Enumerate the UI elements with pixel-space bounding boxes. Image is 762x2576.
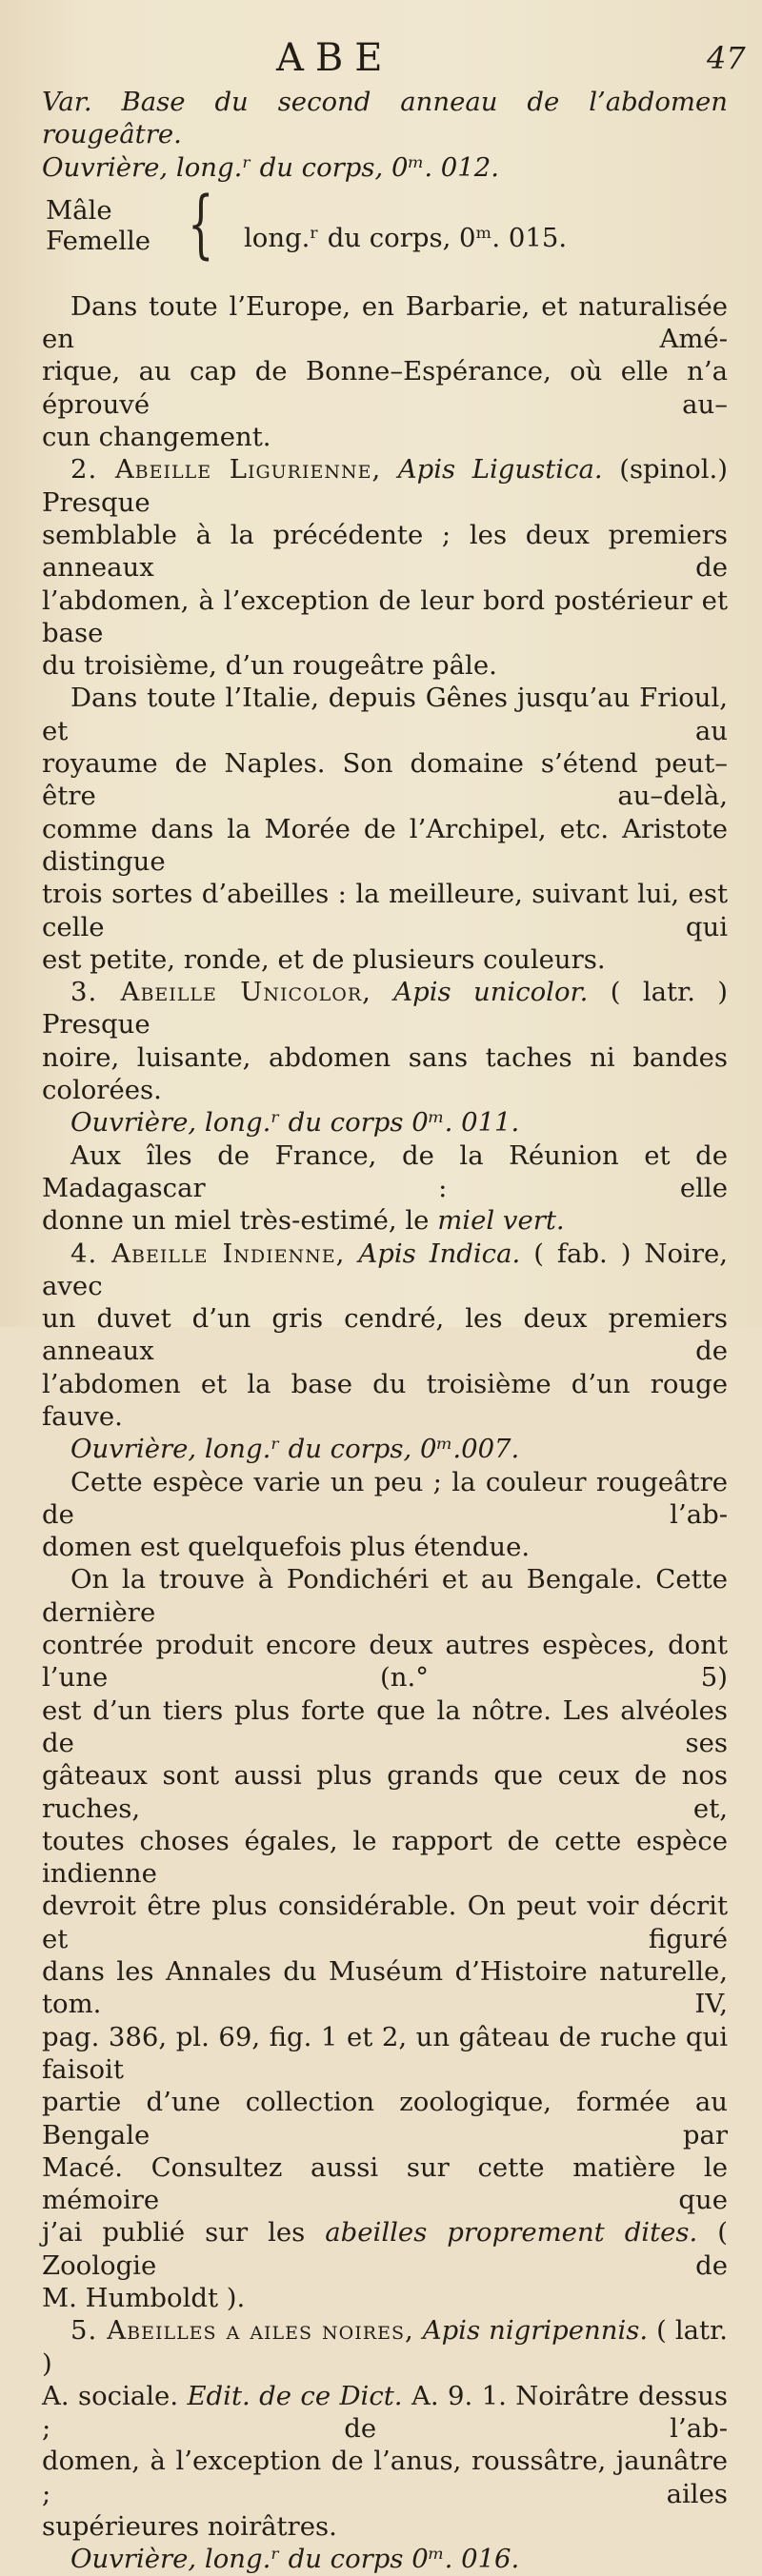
paragraph-distribution-3: Aux îles de France, de la Réunion et de Madagascar : elle donne un miel très-estimé, le miel vert.	[42, 1139, 728, 1237]
page-header	[0, 36, 762, 82]
paragraph-distribution-4: On la trouve à Pondichéri et au Bengale. Cette dernière contrée produit encore deux autres espèces, dont l’une (n.° 5) est d’un tiers plus forte que la nôtre. Les alvéoles de ses gâteaux sont aussi plus grands que ceux de nos ruches, et, toutes choses égales, le rapport de cette espèce indienne devroit être plus considérable. On peut voir décrit et figuré dans les Annales du Muséum d’Histoire naturelle, tom. IV, pag. 386, pl. 69, fig. 1 et 2, un gâteau de ruche qui faisoit partie d’une collection zoologique, formée au Bengale par Macé. Consultez aussi sur cette matière le mémoire que j’ai publié sur les abeilles proprement dites. ( Zoologie de M. Humboldt ).	[42, 1564, 728, 2313]
page-number: 47	[707, 40, 746, 76]
paragraph-distribution-2: Dans toute l’Italie, depuis Gênes jusqu’au Frioul, et au royaume de Naples. Son domaine s’étend peut–être au–delà, comme dans la Morée de l’Archipel, etc. Aristote distingue trois sortes d’abeilles : la meilleure, suivant lui, est celle qui est petite, ronde, et de plusieurs couleurs.	[42, 683, 728, 975]
female-label: Femelle	[46, 225, 151, 256]
male-label: Mâle	[46, 194, 112, 226]
running-head: ABE	[276, 36, 394, 80]
paragraph-distribution-1: Dans toute l’Europe, en Barbarie, et naturalisée en Amé- rique, au cap de Bonne–Espérance, où elle n’a éprouvé au– cun changement.	[42, 290, 728, 453]
worker-length-1: Ouvrière, long.ʳ du corps, 0ᵐ. 012.	[42, 151, 500, 183]
body-text	[42, 86, 728, 2576]
male-female-length	[42, 181, 728, 283]
variety-line: Var. Base du second anneau de l’abdomen rougeâtre.	[42, 87, 728, 150]
worker-length-3: Ouvrière, long.ʳ du corps, 0ᵐ.007.	[70, 1434, 520, 1465]
worker-length-4: Ouvrière, long.ʳ du corps 0ᵐ. 016.	[70, 2544, 520, 2575]
sex-labels	[46, 195, 150, 256]
paragraph-variation: Cette espèce varie un peu ; la couleur rougeâtre de l’ab- domen est quelquefois plus étendue.	[42, 1466, 728, 1563]
brace-length-text: long.ʳ du corps, 0ᵐ. 015.	[244, 222, 568, 253]
entry-5-ailes-noires: 5. Abeilles a ailes noires, Apis nigripennis. ( latr. ) A. sociale. Edit. de ce Dict. A. 9. 1. Noirâtre dessus ; de l’ab- domen, à l’exception de l’anus, roussâtre, jaunâtre ; ailes supérieures noirâtres. Ouvrière, long.ʳ du corps 0ᵐ. 016.	[42, 2315, 728, 2575]
brace-icon: {	[188, 181, 214, 268]
entry-4-indienne: 4. Abeille Indienne, Apis Indica. ( fab. ) Noire, avec un duvet d’un gris cendré, les deux premiers anneaux de l’abdomen et la base du troisième d’un rouge fauve. Ouvrière, long.ʳ du corps, 0ᵐ.007.	[42, 1238, 729, 1465]
entry-3-unicolor: 3. Abeille Unicolor, Apis unicolor. ( latr. ) Presque noire, luisante, abdomen sans taches ni bandes colorées. Ouvrière, long.ʳ du corps 0ᵐ. 011.	[42, 977, 729, 1139]
entry-2-ligurienne: 2. Abeille Ligurienne, Apis Ligustica. (spinol.) Presque semblable à la précédente ; les deux premiers anneaux de l’abdomen, à l’exception de leur bord postérieur et base du troisième, d’un rougeâtre pâle.	[42, 454, 728, 682]
worker-length-2: Ouvrière, long.ʳ du corps 0ᵐ. 011.	[70, 1107, 520, 1139]
